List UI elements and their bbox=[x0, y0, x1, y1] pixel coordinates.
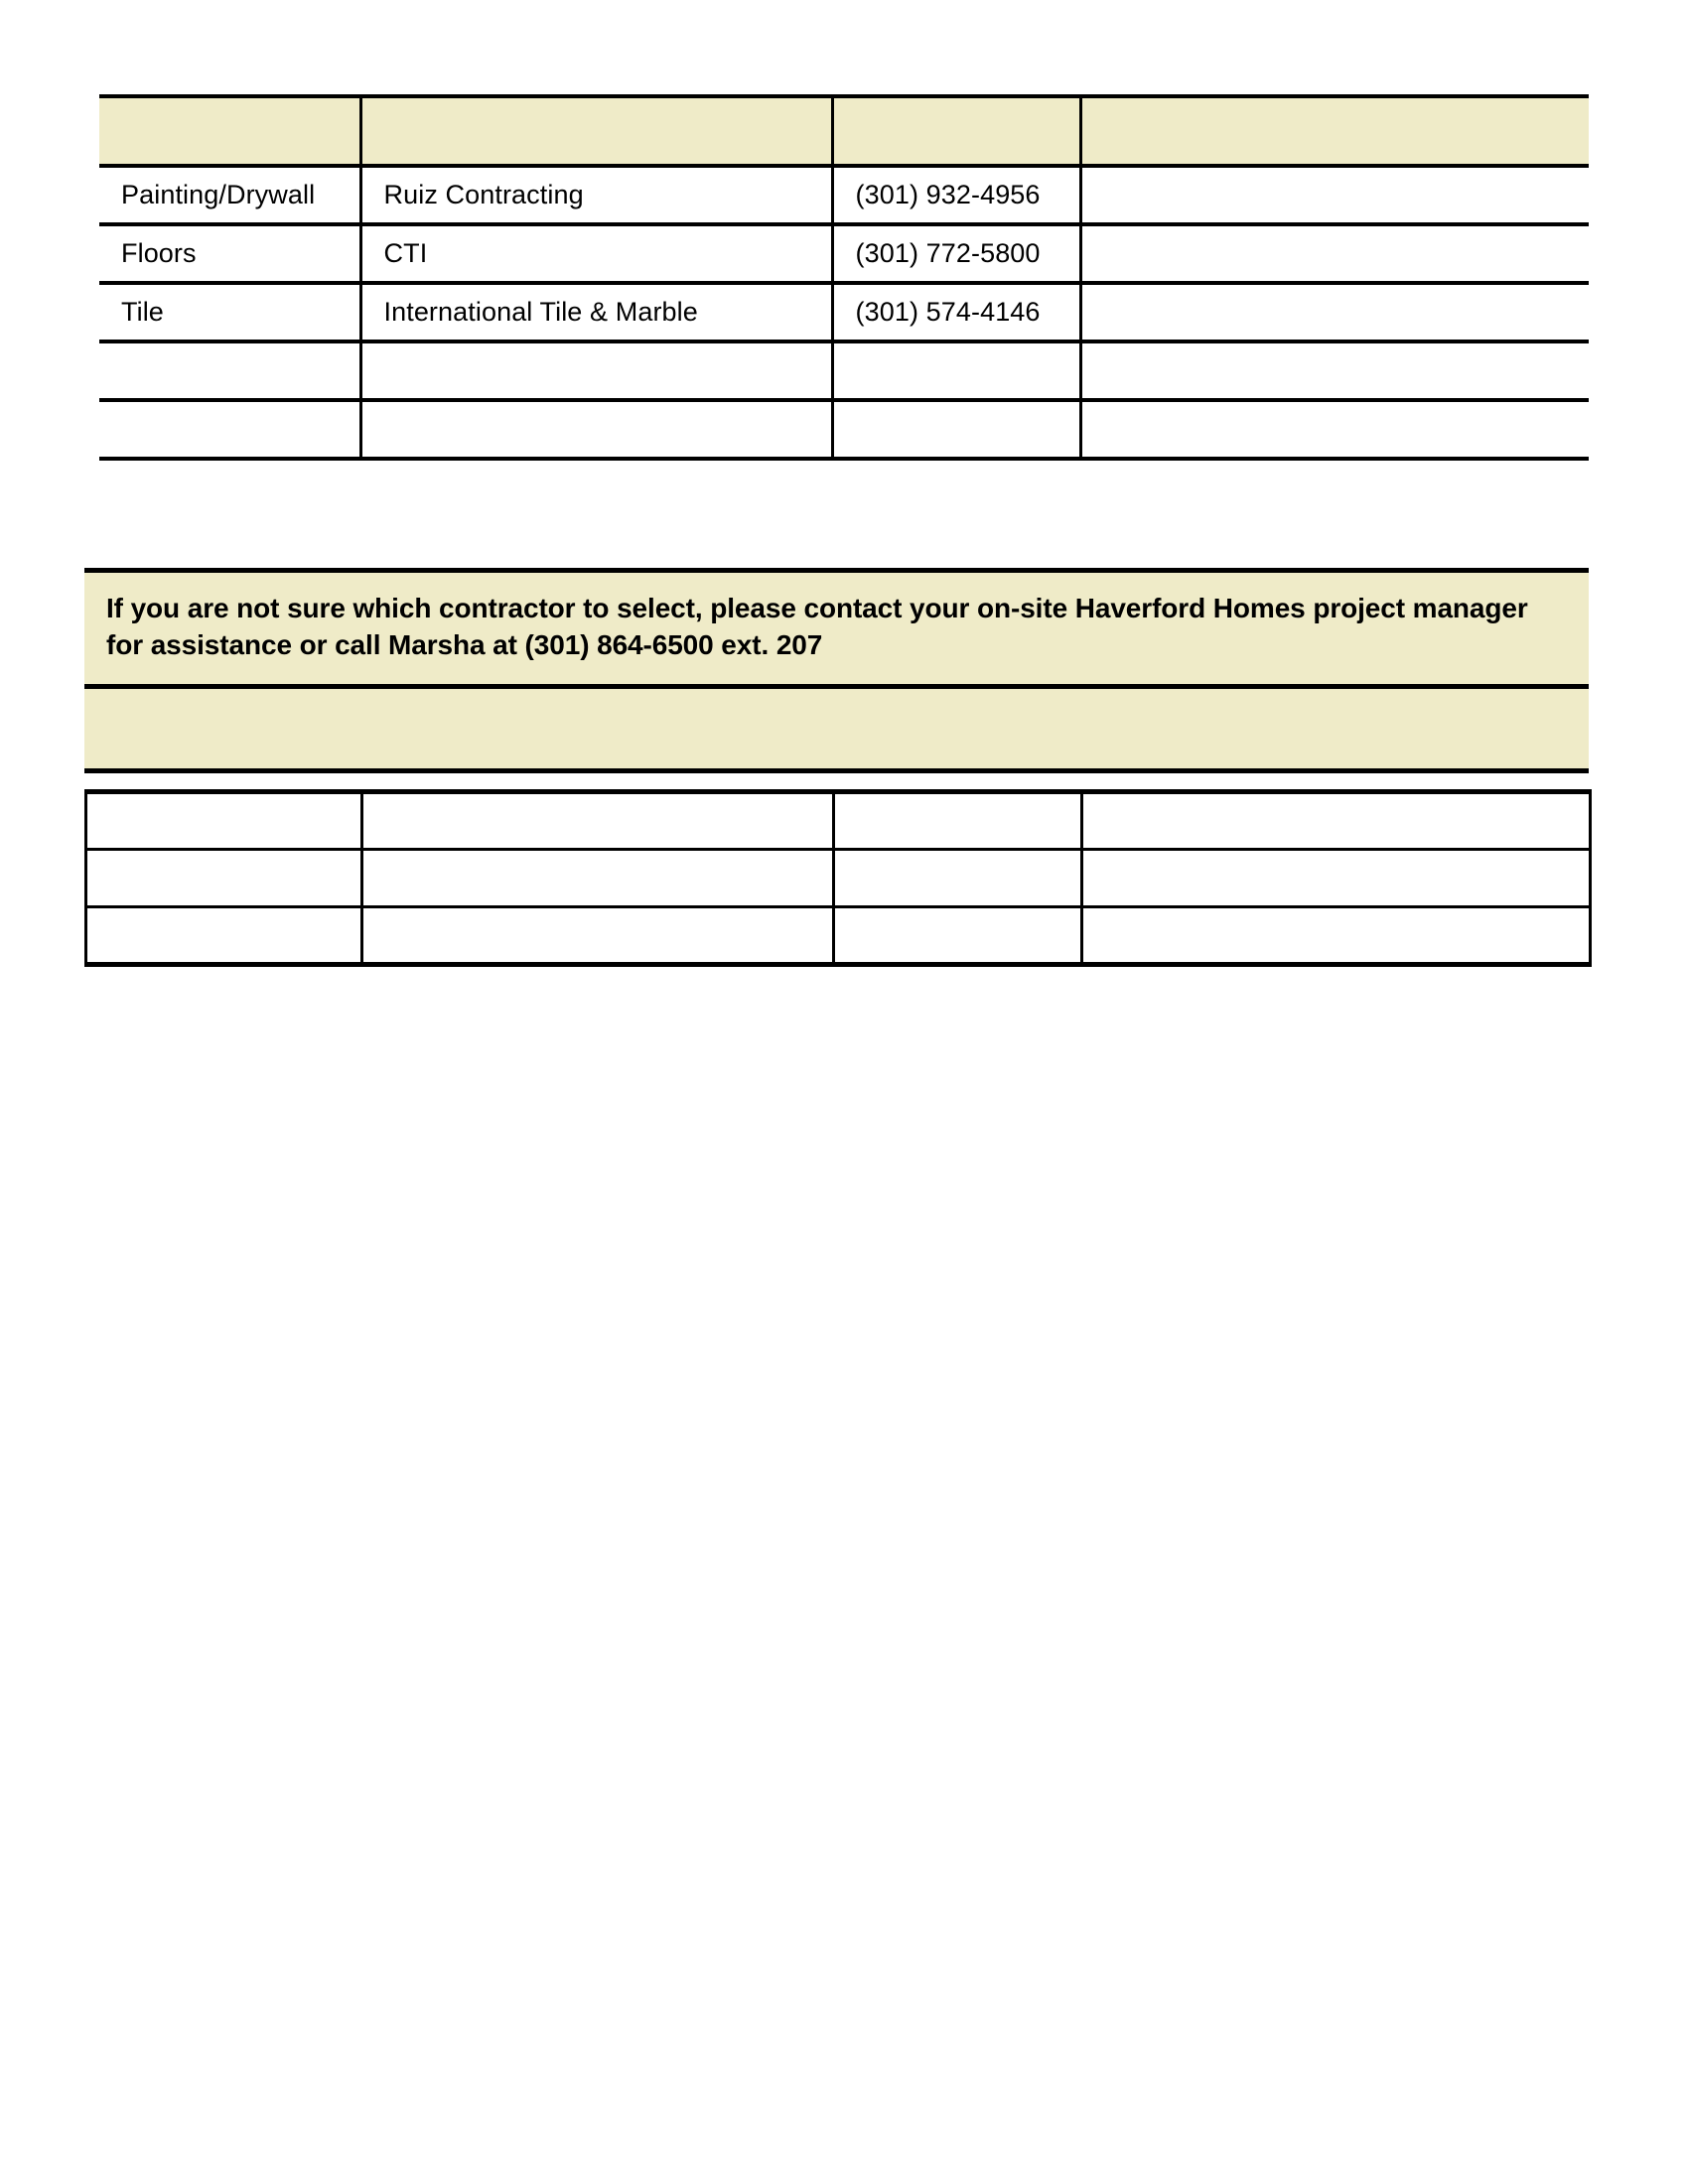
blank-cell-4[interactable] bbox=[1082, 907, 1591, 965]
header-cell-trade bbox=[99, 96, 360, 166]
blank-cell-2[interactable] bbox=[362, 792, 834, 850]
note-text: If you are not sure which contractor to select, please contact your on-site Haverford Homes project manager for assistance or call Marsha at (301) 864-6500 ext. 207 bbox=[106, 593, 1528, 660]
cell-notes bbox=[1080, 341, 1589, 400]
cell-notes bbox=[1080, 400, 1589, 459]
cell-trade: Painting/Drywall bbox=[99, 166, 360, 224]
blank-cell-4[interactable] bbox=[1082, 850, 1591, 907]
table-row bbox=[86, 792, 1591, 850]
blank-cell-1[interactable] bbox=[86, 792, 362, 850]
table-header-row bbox=[99, 96, 1589, 166]
cell-notes bbox=[1080, 166, 1589, 224]
cell-trade: Floors bbox=[99, 224, 360, 283]
cell-company bbox=[360, 341, 832, 400]
blank-cell-4[interactable] bbox=[1082, 792, 1591, 850]
cell-trade bbox=[99, 400, 360, 459]
contractor-table bbox=[99, 94, 1589, 461]
blank-cell-2[interactable] bbox=[362, 907, 834, 965]
cell-phone bbox=[832, 400, 1080, 459]
cell-phone: (301) 932-4956 bbox=[832, 166, 1080, 224]
blank-entry-table bbox=[84, 789, 1592, 967]
contractor-help-note bbox=[84, 568, 1589, 689]
header-cell-notes bbox=[1080, 96, 1589, 166]
table-row bbox=[99, 224, 1589, 283]
cell-notes bbox=[1080, 283, 1589, 341]
blank-cell-1[interactable] bbox=[86, 907, 362, 965]
header-cell-phone bbox=[832, 96, 1080, 166]
cell-company: Ruiz Contracting bbox=[360, 166, 832, 224]
table-row bbox=[99, 283, 1589, 341]
cell-company: CTI bbox=[360, 224, 832, 283]
blank-cell-2[interactable] bbox=[362, 850, 834, 907]
blank-cell-3[interactable] bbox=[834, 850, 1082, 907]
table-row bbox=[99, 400, 1589, 459]
cell-phone bbox=[832, 341, 1080, 400]
table-row bbox=[99, 166, 1589, 224]
blank-cell-3[interactable] bbox=[834, 907, 1082, 965]
blank-cell-3[interactable] bbox=[834, 792, 1082, 850]
cell-trade: Tile bbox=[99, 283, 360, 341]
note-band bbox=[84, 568, 1589, 773]
cell-company: International Tile & Marble bbox=[360, 283, 832, 341]
table-row bbox=[86, 907, 1591, 965]
table-row bbox=[99, 341, 1589, 400]
table-row bbox=[86, 850, 1591, 907]
header-cell-company bbox=[360, 96, 832, 166]
cell-phone: (301) 574-4146 bbox=[832, 283, 1080, 341]
note-spacer-row bbox=[84, 689, 1589, 773]
cell-notes bbox=[1080, 224, 1589, 283]
cell-trade bbox=[99, 341, 360, 400]
blank-cell-1[interactable] bbox=[86, 850, 362, 907]
cell-company bbox=[360, 400, 832, 459]
cell-phone: (301) 772-5800 bbox=[832, 224, 1080, 283]
